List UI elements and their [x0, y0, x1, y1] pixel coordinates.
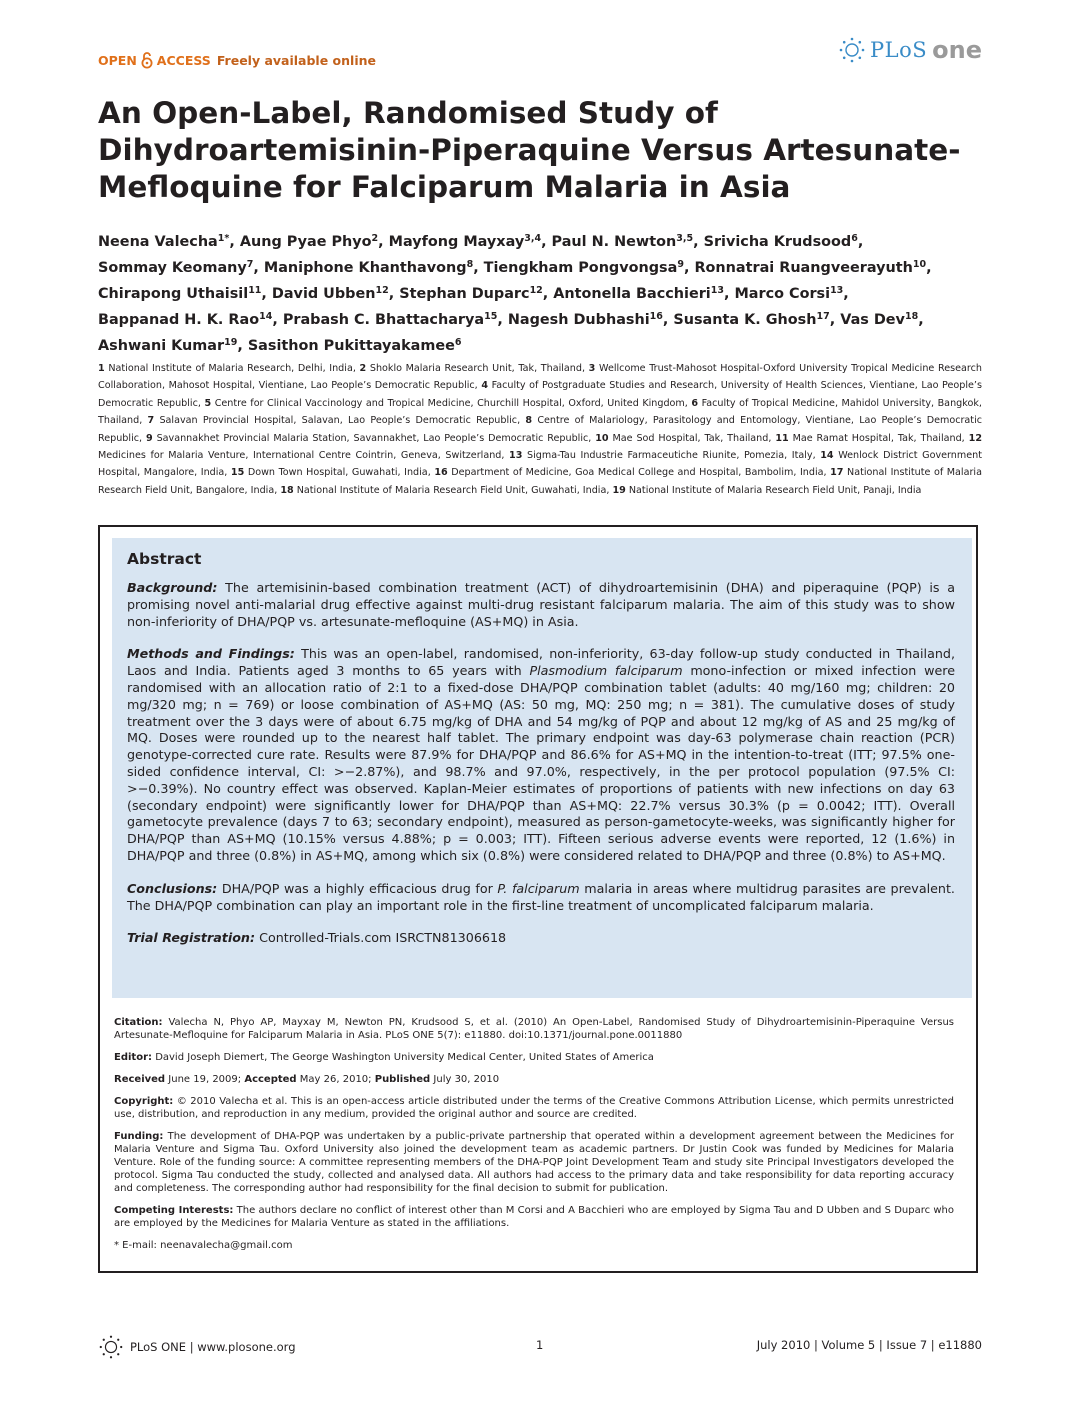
author: David Ubben$^{12}$,	[271, 285, 395, 302]
competing-text: The authors declare no conflict of interest other than M Corsi and A Bacchieri who are employed by Sigma Tau and D Ubben and S Duparc who are employed by the Medicines for Malaria Venture as stated in the affiliations.	[114, 1205, 955, 1229]
affiliation-text: Faculty of Postgraduate Studies and Research, University of Health Sciences, Vientiane, Lao People’s Democratic Republic,	[98, 380, 982, 409]
editor-text: David Joseph Diemert, The George Washington University Medical Center, United States of America	[155, 1052, 654, 1063]
author-affiliation-mark: 7	[246, 259, 254, 270]
page-number: 1	[536, 1338, 544, 1352]
author-affiliation-mark: 10	[912, 259, 927, 270]
conclusions-text-1: DHA/PQP was a highly efficacious drug for	[221, 880, 493, 896]
author-name: Sommay Keomany	[98, 260, 247, 276]
affiliation-text: Savannakhet Provincial Malaria Station, Savannakhet, Lao People’s Democratic Republic,	[156, 432, 592, 444]
author-name: Tiengkham Pongvongsa	[483, 260, 678, 276]
plos-footer-sun-icon	[98, 1334, 124, 1360]
affiliation-text: Down Town Hospital, Guwahati, India,	[247, 467, 431, 479]
author-affiliation-mark: 16	[649, 311, 663, 322]
author-name: Susanta K. Ghosh	[673, 312, 817, 328]
affiliation-text: Mae Sod Hospital, Tak, Thailand,	[612, 432, 772, 444]
author-name: Prabash C. Bhattacharya	[282, 312, 485, 328]
editor	[114, 1051, 954, 1064]
affiliation-text: National Institute of Malaria Research Field Unit, Guwahati, India,	[296, 484, 610, 496]
author: Chirapong Uthaisil$^{11}$,	[98, 285, 267, 302]
published-date: July 30, 2010	[433, 1074, 500, 1085]
affiliation-number: 15	[230, 467, 245, 479]
affiliation-text: Wenlock District Government Hospital, Mangalore, India,	[98, 450, 982, 479]
author: Ronnatrai Ruangveerayuth$^{10}$,	[694, 259, 932, 276]
affiliation-text: Medicines for Malaria Venture, International Centre Cointrin, Geneva, Switzerland,	[98, 450, 505, 462]
copyright	[114, 1095, 954, 1121]
author-name: Bappanad H. K. Rao	[98, 312, 260, 328]
affiliation-number: 14	[820, 450, 834, 462]
trial-text: Controlled-Trials.com ISRCTN81306618	[259, 930, 507, 946]
conclusions-label: Conclusions:	[127, 880, 218, 896]
methods-species: Plasmodium falciparum	[529, 663, 683, 679]
affiliation-text: Wellcome Trust-Mahosot Hospital-Oxford University Tropical Medicine Research Collaboration, Mahosot Hospital, Vientiane, Lao People’s Democratic Republic,	[98, 363, 982, 392]
affiliation-number: 2	[359, 363, 367, 374]
logo-plos-text: PLoS	[870, 38, 928, 62]
author-affiliation-mark: 14	[259, 311, 273, 322]
affiliation-number: 8	[525, 415, 533, 427]
author: Prabash C. Bhattacharya$^{15}$,	[282, 311, 503, 328]
abstract-methods	[127, 646, 955, 864]
author-affiliation-mark: 6	[851, 233, 858, 244]
author-affiliation-mark: 8	[466, 259, 474, 270]
received-label: Received	[114, 1074, 166, 1085]
author-affiliation-mark: 11	[248, 285, 262, 296]
logo-one-text: one	[932, 36, 982, 64]
author-name: Antonella Bacchieri	[553, 286, 711, 302]
author: Tiengkham Pongvongsa$^9$,	[483, 259, 690, 276]
footer-issue: July 2010 | Volume 5 | Issue 7 | e11880	[756, 1338, 982, 1352]
author	[248, 338, 462, 354]
copyright-label: Copyright:	[114, 1096, 174, 1107]
author-affiliation-mark: 2	[371, 233, 379, 244]
affiliation-number: 16	[434, 467, 448, 479]
author-affiliation-mark: 3,5	[676, 233, 694, 244]
affiliation-text: Department of Medicine, Goa Medical College and Hospital, Bambolim, India,	[451, 467, 827, 479]
affiliation-number: 9	[145, 432, 153, 444]
author: Susanta K. Ghosh$^{17}$,	[673, 311, 836, 328]
author: Paul N. Newton$^{3,5}$,	[551, 233, 699, 250]
editor-label: Editor:	[114, 1052, 152, 1063]
journal-logo	[838, 30, 982, 70]
author: Neena Valecha$^{1*}$,	[98, 233, 235, 250]
affiliation-text: Salavan Provincial Hospital, Salavan, Lao People’s Democratic Republic,	[159, 415, 521, 427]
trial-label: Trial Registration:	[127, 930, 256, 946]
author: Sommay Keomany$^7$,	[98, 259, 259, 276]
background-label: Background:	[127, 580, 218, 595]
affiliation-text: Centre of Malariology, Parasitology and Entomology, Vientiane, Lao People’s Democratic Republic,	[98, 415, 983, 444]
author-name: Chirapong Uthaisil	[98, 286, 249, 302]
author-affiliation-mark: 18	[904, 311, 919, 322]
affiliation-text: National Institute of Malaria Research Field Unit, Panaji, India	[628, 484, 922, 496]
affiliation-number: 19	[612, 484, 626, 496]
competing-interests	[114, 1204, 954, 1230]
affiliations	[98, 360, 982, 499]
affiliation-text: Centre for Clinical Vaccinology and Tropical Medicine, Churchill Hospital, Oxford, United Kingdom,	[214, 397, 688, 409]
accepted-label: Accepted	[244, 1074, 297, 1085]
author: Stephan Duparc$^{12}$,	[399, 285, 549, 302]
author: Mayfong Mayxay$^{3,4}$,	[388, 233, 547, 250]
author-affiliation-mark: 12	[375, 285, 389, 296]
author-name: Ronnatrai Ruangveerayuth	[694, 260, 913, 276]
abstract-trial-registration	[127, 930, 955, 947]
conclusions-species: P. falciparum	[497, 880, 580, 896]
freely-available-label: Freely available online	[216, 52, 376, 68]
affiliation-number: 11	[775, 432, 789, 444]
abstract-conclusions	[127, 881, 955, 915]
affiliation-number: 5	[204, 397, 212, 409]
funding	[114, 1130, 954, 1195]
affiliation-number: 18	[280, 484, 294, 496]
author-affiliation-mark: 13	[830, 285, 844, 296]
citation	[114, 1016, 954, 1042]
conclusions-text-2: malaria in areas where multidrug parasites are prevalent. The DHA/PQP combination can play an important role in the first-line treatment of uncomplicated falciparum malaria.	[127, 880, 955, 913]
affiliation-text: Faculty of Tropical Medicine, Mahidol University, Bangkok, Thailand,	[98, 397, 982, 427]
funding-label: Funding:	[114, 1131, 164, 1142]
methods-label: Methods and Findings:	[127, 646, 295, 662]
received-date: June 19, 2009;	[168, 1074, 242, 1085]
footer-journal-text: PLoS ONE | www.plosone.org	[130, 1340, 296, 1354]
author-name: Maniphone Khanthavong	[263, 260, 467, 276]
author-name: Neena Valecha	[98, 234, 218, 250]
abstract-heading: Abstract	[127, 550, 202, 568]
open-lock-icon	[140, 51, 154, 69]
copyright-text: © 2010 Valecha et al. This is an open-access article distributed under the terms of the Creative Commons Attribution License, which permits unrestricted use, distribution, and reproduction in any medium, provided the original author and source are credited.	[114, 1096, 954, 1120]
background-text: The artemisinin-based combination treatment (ACT) of dihydroartemisinin (DHA) and piperaquine (PQP) is a promising novel anti-malarial drug effective against multi-drug resistant falciparum malaria. The aim of this study was to show non-inferiority of DHA/PQP vs. artesunate-mefloquine (AS+MQ) in Asia.	[127, 580, 955, 629]
competing-label: Competing Interests:	[114, 1205, 234, 1216]
author: Marco Corsi$^{13}$,	[734, 285, 849, 302]
author: Antonella Bacchieri$^{13}$,	[553, 285, 730, 302]
abstract	[127, 548, 955, 963]
article-metadata	[114, 1016, 954, 1261]
footer-journal	[98, 1334, 296, 1360]
author: Aung Pyae Phyo$^2$,	[239, 233, 384, 250]
affiliation-text: Shoklo Malaria Research Unit, Tak, Thailand,	[369, 363, 586, 374]
author-name: Mayfong Mayxay	[388, 234, 525, 250]
affiliation-number: 12	[968, 432, 982, 444]
author-affiliation-mark: 17	[816, 311, 830, 322]
author-name: Stephan Duparc	[399, 286, 530, 302]
affiliation-text: National Institute of Malaria Research, Delhi, India,	[108, 363, 356, 374]
affiliation-number: 17	[830, 467, 844, 479]
accepted-date: May 26, 2010;	[299, 1074, 372, 1085]
affiliation-number: 10	[595, 432, 609, 444]
author: Ashwani Kumar$^{19}$,	[98, 337, 243, 354]
author-affiliation-mark: 12	[529, 285, 543, 296]
dates	[114, 1073, 954, 1086]
author-affiliation-mark: 13	[710, 285, 724, 296]
author-name: David Ubben	[271, 286, 376, 302]
affiliation-number: 1	[98, 363, 105, 374]
affiliation-text: Mae Ramat Hospital, Tak, Thailand,	[792, 432, 965, 444]
open-access-banner	[98, 50, 376, 70]
author-name: Nagesh Dubhashi	[507, 312, 650, 328]
author: Vas Dev$^{18}$,	[840, 311, 924, 328]
author-name: Srivicha Krudsood	[703, 234, 852, 250]
funding-text: The development of DHA-PQP was undertaken by a public-private partnership that operated within a development agreement between the Medicines for Malaria Venture and Sigma Tau. Oxford University also joined the development team as academic partners. Dr Justin Cook was funded by Medicines for Malaria Venture. Role of the funding source: A committee representing members of the DHA-PQP Joint Development Team and study site Principal Investigators developed the protocol. Sigma Tau conducted the study, collected and analysed data. All authors had access to the primary data and take responsibility for data reporting accuracy and completeness. The corresponding author had responsibility for the final decision to submit for publication.	[114, 1131, 954, 1194]
author: Maniphone Khanthavong$^8$,	[263, 259, 479, 276]
author-name: Paul N. Newton	[551, 234, 677, 250]
author-affiliation-mark: 15	[484, 311, 498, 322]
author-name: Vas Dev	[840, 312, 905, 328]
author-name: Aung Pyae Phyo	[239, 234, 372, 250]
author: Bappanad H. K. Rao$^{14}$,	[98, 311, 278, 328]
affiliation-text: Sigma-Tau Industrie Farmaceutiche Riunite, Pomezia, Italy,	[527, 450, 816, 462]
author-affiliation-mark: 19	[224, 337, 238, 348]
open-label: OPEN	[98, 52, 137, 68]
affiliation-number: 3	[588, 363, 596, 374]
author-list	[98, 229, 988, 359]
author-affiliation-mark: 1*	[217, 233, 230, 244]
citation-label: Citation:	[114, 1017, 163, 1028]
methods-text-1: This was an open-label, randomised, non-inferiority, 63-day follow-up study conducted in Thailand, Laos and India. Patients aged 3 months to 65 years with	[127, 646, 955, 679]
access-label: ACCESS	[156, 52, 211, 68]
affiliation-number: 6	[691, 397, 699, 409]
author-affiliation-mark: 3,4	[524, 233, 542, 244]
author: Srivicha Krudsood$^6$,	[703, 233, 864, 250]
affiliation-number: 4	[481, 380, 489, 392]
affiliation-number: 13	[509, 450, 523, 462]
author-affiliation-mark: 9	[677, 259, 684, 270]
affiliation-text: National Institute of Malaria Research Field Unit, Bangalore, India,	[98, 467, 982, 496]
author-name: Ashwani Kumar	[98, 338, 225, 354]
author-name: Marco Corsi	[734, 286, 831, 302]
author-name: Sasithon Pukittayakamee	[247, 338, 455, 354]
corresponding-email[interactable]: * E-mail: neenavalecha@gmail.com	[114, 1240, 293, 1251]
plos-sun-icon	[838, 36, 866, 64]
citation-text: Valecha N, Phyo AP, Mayxay M, Newton PN, Krudsood S, et al. (2010) An Open-Label, Randomised Study of Dihydroartemisinin-Piperaquine Versus Artesunate-Mefloquine for Falciparum Malaria in Asia. PLoS ONE 5(7): e11880. doi:10.1371/journal.pone.0011880	[114, 1017, 954, 1041]
methods-text-2: mono-infection or mixed infection were randomised with an allocation ratio of 2:1 to a fixed-dose DHA/PQP combination tablet (adults: 40 mg/160 mg; children: 20 mg/320 mg; n = 769) or loose combination of AS+MQ (AS: 50 mg, MQ: 250 mg; n = 381). The cumulative doses of study treatment over the 3 days were of about 6.75 mg/kg of DHA and 54 mg/kg of PQP and about 12 mg/kg of AS and 25 mg/kg of MQ. Doses were rounded up to the nearest half tablet. The primary endpoint was day-63 polymerase chain reaction (PCR) genotype-corrected cure rate. Results were 87.9% for DHA/PQP and 86.6% for AS+MQ in the intention-to-treat (ITT; 97.5% one-sided confidence interval, CI: >−2.87%), and 98.7% and 97.0%, respectively, in the per protocol population (97.5% CI: >−0.39%). No country effect was observed. Kaplan-Meier estimates of proportions of patients with new infections on day 63 (secondary endpoint) were significantly lower for DHA/PQP than AS+MQ: 22.7% versus 30.3% (p = 0.0042; ITT). Overall gametocyte prevalence (days 7 to 63; secondary endpoint), measured as person-gametocyte-weeks, was significantly higher for DHA/PQP than AS+MQ (10.15% versus 4.88%; p = 0.003; ITT). Fifteen serious adverse events were reported, 12 (1.6%) in DHA/PQP and three (0.8%) in AS+MQ, among which six (0.8%) were considered related to DHA/PQP and three (0.8%) to AS+MQ.	[127, 663, 956, 863]
author: Nagesh Dubhashi$^{16}$,	[507, 311, 669, 328]
article-title: An Open-Label, Randomised Study of Dihydroartemisinin-Piperaquine Versus Artesunate-Mefloquine for Falciparum Malaria in Asia	[98, 96, 961, 204]
published-label: Published	[374, 1074, 431, 1085]
author-affiliation-mark: 6	[454, 337, 462, 348]
abstract-background	[127, 580, 955, 630]
affiliation-number: 7	[147, 415, 155, 427]
